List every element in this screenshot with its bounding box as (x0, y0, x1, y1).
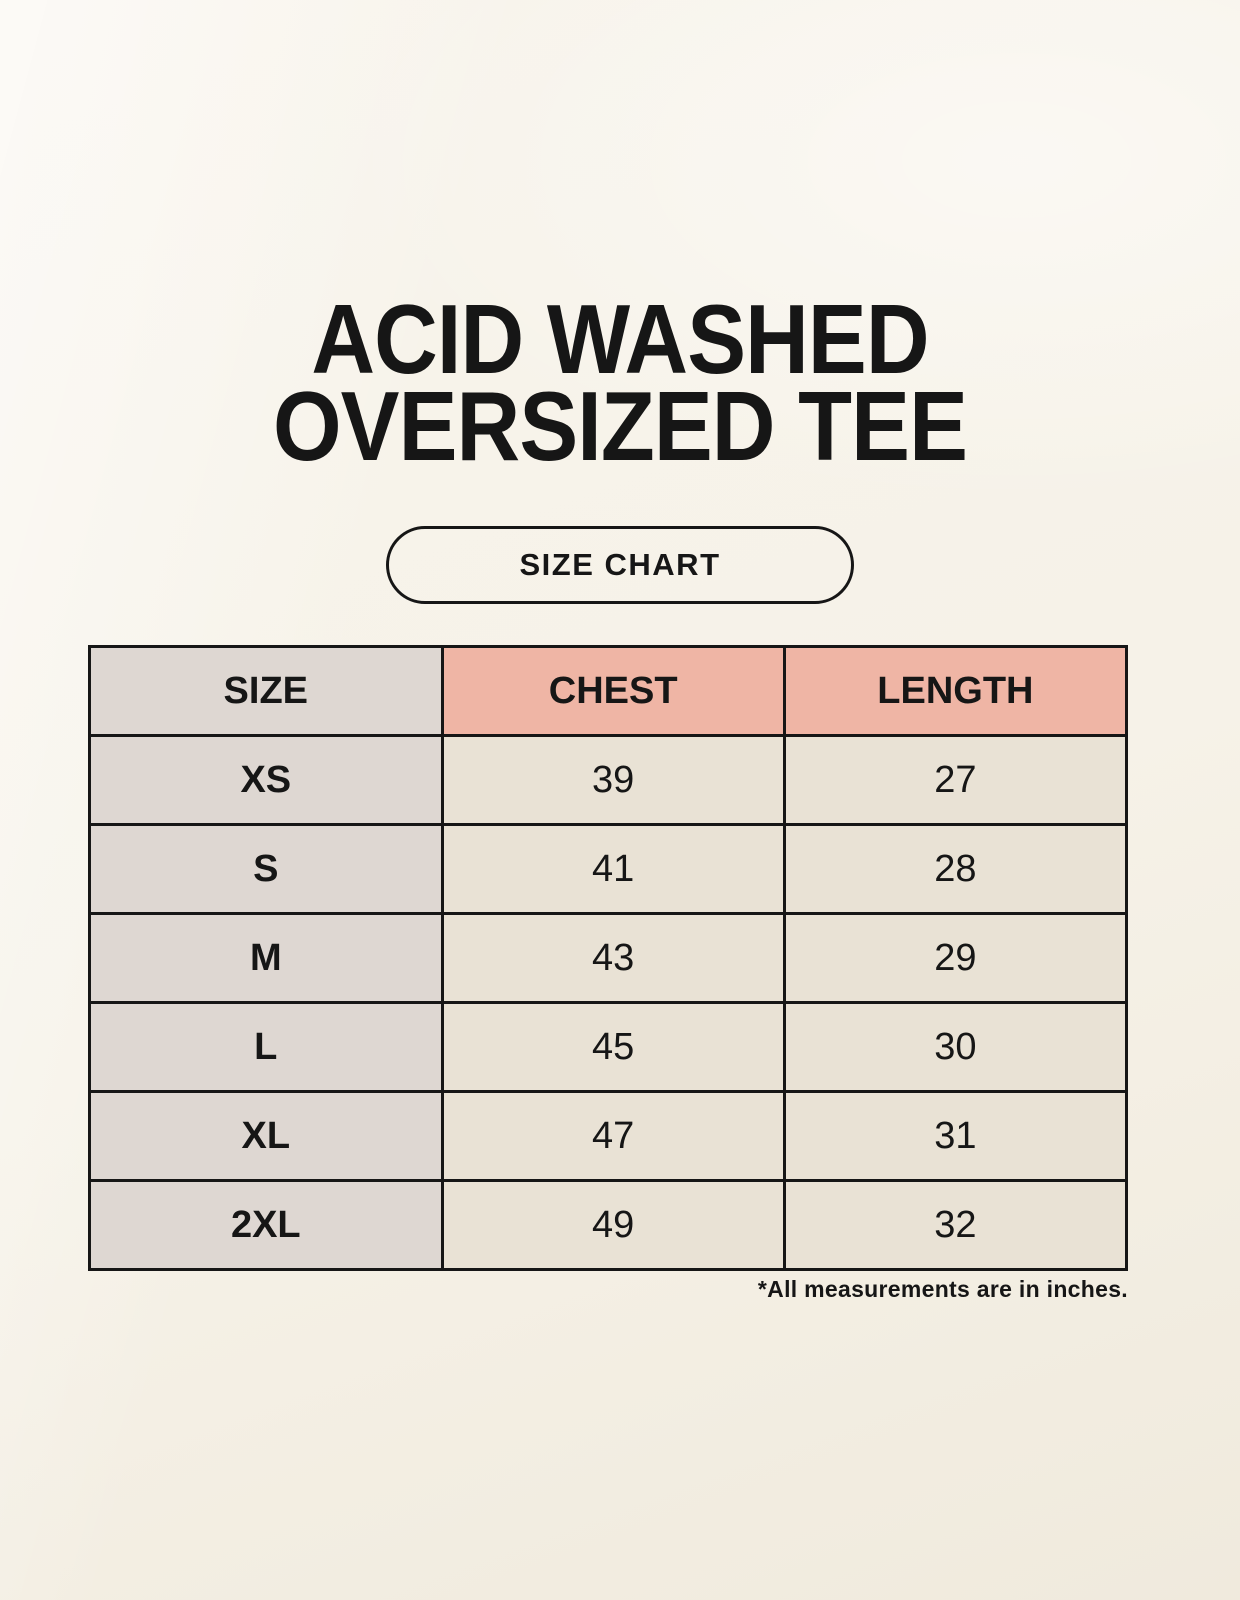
chest-cell: 39 (442, 736, 784, 825)
product-title (0, 0, 1240, 481)
header-cell-length: LENGTH (784, 647, 1126, 736)
chest-cell: 47 (442, 1092, 784, 1181)
length-cell: 32 (784, 1181, 1126, 1270)
header-cell-chest: CHEST (442, 647, 784, 736)
size-cell: XL (90, 1092, 443, 1181)
table-row-xs (90, 736, 1127, 825)
measurements-footnote: *All measurements are in inches. (757, 1276, 1128, 1302)
size-chart-button[interactable] (386, 526, 854, 604)
table-row-2xl (90, 1181, 1127, 1270)
size-chart-table (88, 645, 1128, 1271)
length-cell: 30 (784, 1003, 1126, 1092)
length-cell: 27 (784, 736, 1126, 825)
product-title-line-2: OVERSIZED TEE (272, 371, 968, 481)
size-cell: XS (90, 736, 443, 825)
chest-cell: 45 (442, 1003, 784, 1092)
length-cell: 29 (784, 914, 1126, 1003)
chest-cell: 49 (442, 1181, 784, 1270)
product-title-line-1: ACID WASHED (311, 284, 929, 394)
size-cell: M (90, 914, 443, 1003)
header-cell-size: SIZE (90, 647, 443, 736)
table-row-s (90, 825, 1127, 914)
length-cell: 31 (784, 1092, 1126, 1181)
table-row-l (90, 1003, 1127, 1092)
size-cell: L (90, 1003, 443, 1092)
table-row-xl (90, 1092, 1127, 1181)
size-cell: S (90, 825, 443, 914)
chest-cell: 41 (442, 825, 784, 914)
size-chart-button-label: SIZE CHART (519, 547, 721, 582)
header-row (90, 647, 1127, 736)
chest-cell: 43 (442, 914, 784, 1003)
size-chart-button-container (0, 526, 1240, 604)
length-cell: 28 (784, 825, 1126, 914)
size-cell: 2XL (90, 1181, 443, 1270)
table-row-m (90, 914, 1127, 1003)
